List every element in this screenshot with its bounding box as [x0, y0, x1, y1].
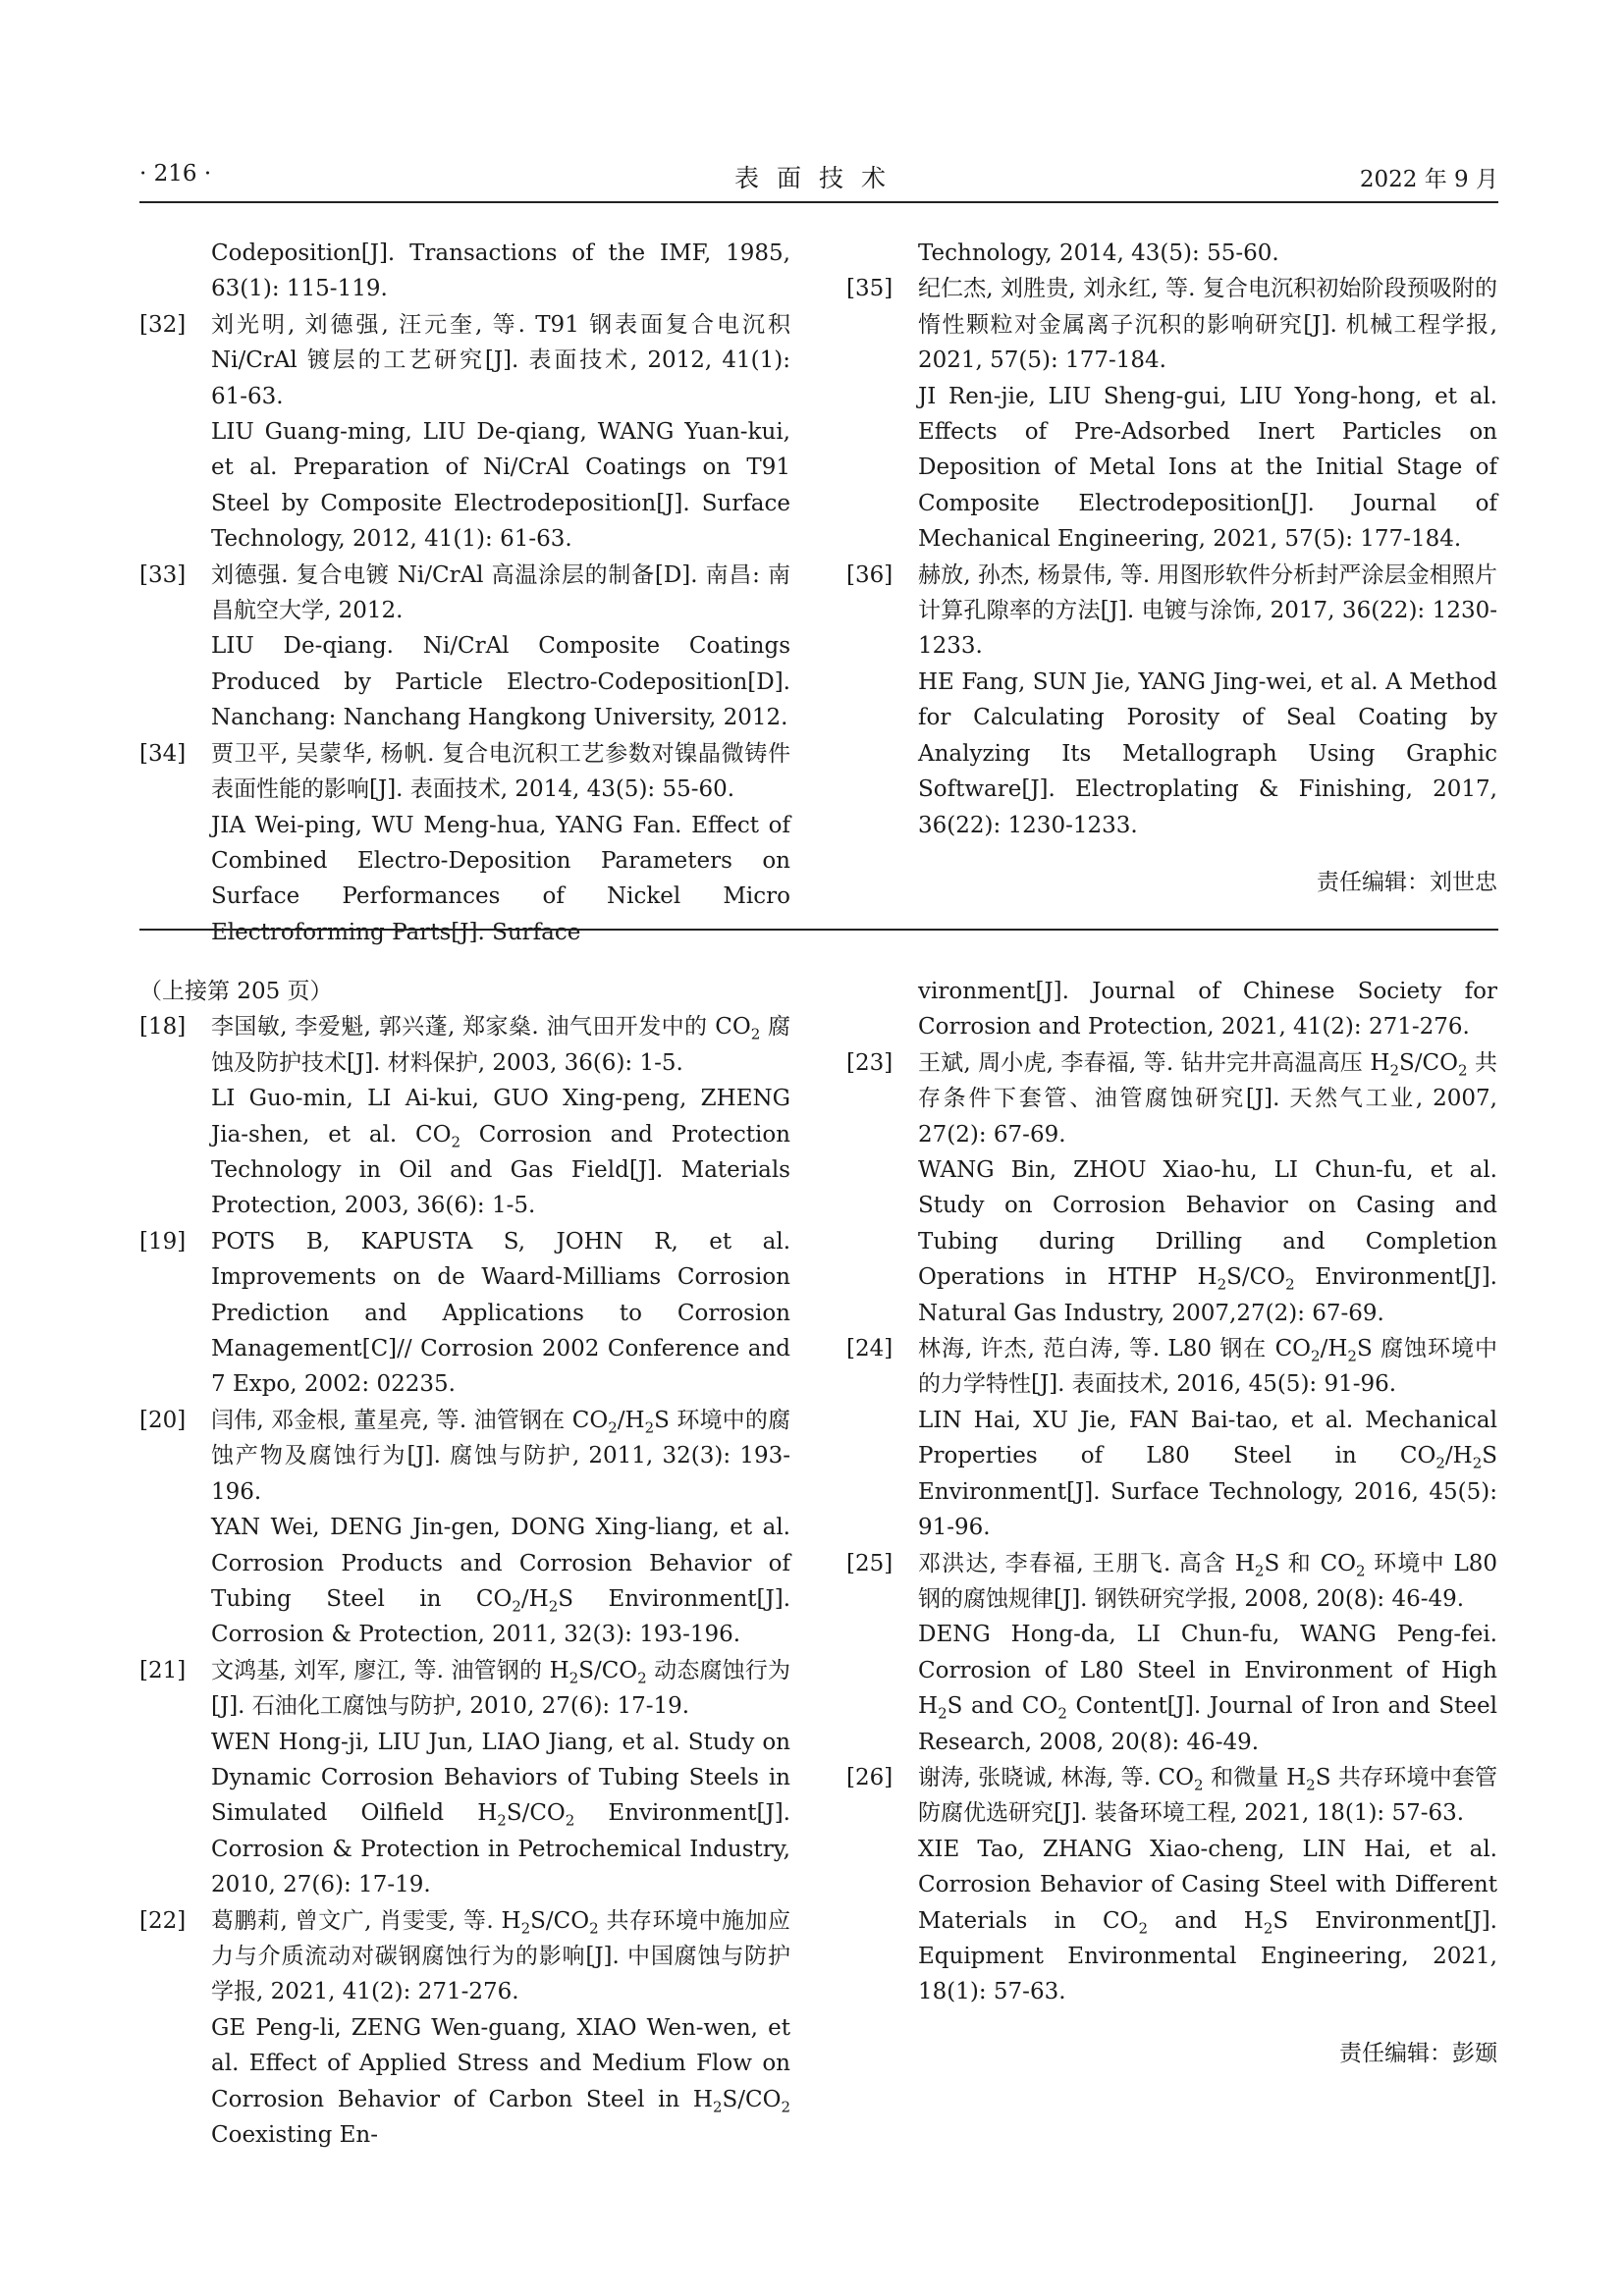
reference-24 — [846, 1331, 1497, 1545]
reference-number: [32] — [139, 311, 187, 338]
reference-22 — [139, 1903, 790, 2154]
reference-english: WEN Hong-ji, LIU Jun, LIAO Jiang, et al. Study on Dynamic Corrosion Behaviors of Tubing Steels in Simulated Oilfield $H_2S/CO_2$ Environment[J]. Corrosion & Protection in Petrochemical Industry, 2010, 27(6): 17-19. — [211, 1729, 790, 1898]
reference-number: [21] — [139, 1657, 187, 1683]
reference-34 — [139, 736, 790, 950]
reference-35 — [846, 271, 1497, 557]
continued-reference-text: Codeposition[J]. Transactions of the IMF, 1985, 63(1): 115-119. — [211, 240, 790, 302]
references-top-left — [139, 236, 790, 950]
continued-from-note: （上接第 205 页） — [139, 979, 333, 1004]
continued-reference-text: vironment[J]. Journal of Chinese Society for Corrosion and Protection, 2021, 41(2): 271-276. — [918, 979, 1497, 1041]
reference-chinese: 林海, 许杰, 范白涛, 等. L80 钢在 $CO_2/H_2S$ 腐蚀环境中的力学特性[J]. 表面技术, 2016, 45(5): 91-96. — [918, 1336, 1497, 1398]
section-divider-rule — [139, 929, 1498, 931]
reference-19 — [139, 1224, 790, 1403]
reference-number: [25] — [846, 1550, 893, 1576]
reference-english: LI Guo-min, LI Ai-kui, GUO Xing-peng, ZHENG Jia-shen, et al. $CO_2$ Corrosion and Protection Technology in Oil and Gas Field[J]. Materials Protection, 2003, 36(6): 1-5. — [211, 1086, 790, 1219]
journal-title: 表面技术 — [733, 164, 903, 192]
reference-number: [20] — [139, 1407, 187, 1433]
reference-21 — [139, 1653, 790, 1903]
continued-reference-text: Technology, 2014, 43(5): 55-60. — [918, 240, 1279, 266]
reference-number: [23] — [846, 1049, 893, 1076]
reference-25 — [846, 1546, 1497, 1760]
reference-english: LIU De-qiang. Ni/CrAl Composite Coatings Produced by Particle Electro-Codeposition[D]. Nanchang: Nanchang Hangkong University, 2012. — [211, 633, 790, 731]
responsible-editor: 责任编辑：刘世忠 — [1317, 869, 1497, 895]
reference-chinese: 闫伟, 邓金根, 董星亮, 等. 油管钢在 $CO_2/H_2S$ 环境中的腐蚀产物及腐蚀行为[J]. 腐蚀与防护, 2011, 32(3): 193-196. — [211, 1407, 790, 1505]
reference-number: [33] — [139, 561, 187, 588]
reference-english: XIE Tao, ZHANG Xiao-cheng, LIN Hai, et al. Corrosion Behavior of Casing Steel with Different Materials in $CO_2$ and $H_2S$ Environment[J]. Equipment Environmental Engineering, 2021, 18(1): 57-63. — [918, 1836, 1497, 2005]
running-header — [139, 157, 1498, 196]
reference-chinese: 赫放, 孙杰, 杨景伟, 等. 用图形软件分析封严涂层金相照片计算孔隙率的方法[J]. 电镀与涂饰, 2017, 36(22): 1230-1233. — [918, 561, 1497, 660]
reference-english: WANG Bin, ZHOU Xiao-hu, LI Chun-fu, et al. Study on Corrosion Behavior on Casing and Tubing during Drilling and Completion Operations in HTHP $H_2S/CO_2$ Environment[J]. Natural Gas Industry, 2007,27(2): 67-69. — [918, 1157, 1497, 1326]
reference-english: HE Fang, SUN Jie, YANG Jing-wei, et al. A Method for Calculating Porosity of Seal Coating by Analyzing Its Metallograph Using Graphic Software[J]. Electroplating & Finishing, 2017, 36(22): 1230-1233. — [918, 668, 1497, 838]
reference-chinese: 李国敏, 李爱魁, 郭兴蓬, 郑家燊. 油气田开发中的 $CO_2$ 腐蚀及防护技术[J]. 材料保护, 2003, 36(6): 1-5. — [211, 1014, 790, 1076]
reference-number: [36] — [846, 561, 893, 588]
reference-number: [24] — [846, 1336, 893, 1362]
reference-chinese: 葛鹏莉, 曾文广, 肖雯雯, 等. $H_2S/CO_2$ 共存环境中施加应力与介质流动对碳钢腐蚀行为的影响[J]. 中国腐蚀与防护学报, 2021, 41(2): 271-276. — [211, 1907, 791, 2005]
reference-english: DENG Hong-da, LI Chun-fu, WANG Peng-fei. Corrosion of L80 Steel in Environment of High $H_2S$ and $CO_2$ Content[J]. Journal of Iron and Steel Research, 2008, 20(8): 46-49. — [918, 1622, 1497, 1755]
reference-chinese: 文鸿基, 刘军, 廖江, 等. 油管钢的 $H_2S/CO_2$ 动态腐蚀行为[J]. 石油化工腐蚀与防护, 2010, 27(6): 17-19. — [211, 1657, 790, 1720]
references-top-right — [846, 236, 1497, 900]
reference-20 — [139, 1403, 790, 1653]
reference-18 — [139, 1009, 790, 1223]
reference-chinese: 王斌, 周小虎, 李春福, 等. 钻井完井高温高压 $H_2S/CO_2$ 共存条件下套管、油管腐蚀研究[J]. 天然气工业, 2007, 27(2): 67-69. — [918, 1049, 1498, 1148]
reference-english: GE Peng-li, ZENG Wen-guang, XIAO Wen-wen, et al. Effect of Applied Stress and Medium Flow on Corrosion Behavior of Carbon Steel in $H_2S/CO_2$ Coexisting En- — [211, 2014, 790, 2148]
responsible-editor: 责任编辑：彭颋 — [1339, 2040, 1497, 2066]
reference-english: JI Ren-jie, LIU Sheng-gui, LIU Yong-hong, et al. Effects of Pre-Adsorbed Inert Particles on Deposition of Metal Ions at the Initial Stage of Composite Electrodeposition[J]. Journal of Mechanical Engineering, 2021, 57(5): 177-184. — [918, 383, 1497, 553]
issue-date: 2022 年 9 月 — [1359, 167, 1498, 192]
header-rule — [139, 201, 1498, 203]
references-bottom-left — [139, 974, 790, 2153]
page-number: · 216 · — [139, 161, 212, 187]
reference-number: [18] — [139, 1014, 187, 1041]
reference-number: [19] — [139, 1228, 187, 1255]
reference-english: LIN Hai, XU Jie, FAN Bai-tao, et al. Mechanical Properties of L80 Steel in $CO_2/H_2S$ Environment[J]. Surface Technology, 2016, 45(5): 91-96. — [918, 1407, 1497, 1541]
reference-chinese: 邓洪达, 李春福, 王朋飞. 高含 $H_2S$ 和 $CO_2$ 环境中 L80 钢的腐蚀规律[J]. 钢铁研究学报, 2008, 20(8): 46-49. — [918, 1550, 1497, 1612]
reference-chinese: 纪仁杰, 刘胜贵, 刘永红, 等. 复合电沉积初始阶段预吸附的惰性颗粒对金属离子沉积的影响研究[J]. 机械工程学报, 2021, 57(5): 177-184. — [918, 276, 1497, 374]
reference-chinese: 刘德强. 复合电镀 Ni/CrAl 高温涂层的制备[D]. 南昌: 南昌航空大学, 2012. — [211, 561, 790, 624]
references-bottom-right — [846, 974, 1497, 2071]
reference-english: POTS B, KAPUSTA S, JOHN R, et al. Improvements on de Waard-Milliams Corrosion Prediction and Applications to Corrosion Management[C]// Corrosion 2002 Conference and 7 Expo, 2002: 02235. — [211, 1228, 790, 1398]
reference-english: JIA Wei-ping, WU Meng-hua, YANG Fan. Effect of Combined Electro-Deposition Parameters on Surface Performances of Nickel Micro Electroforming Parts[J]. Surface — [211, 812, 790, 945]
reference-33 — [139, 558, 790, 736]
reference-36 — [846, 558, 1497, 843]
reference-32 — [139, 307, 790, 558]
reference-chinese: 谢涛, 张晓诚, 林海, 等. $CO_2$ 和微量 $H_2S$ 共存环境中套管防腐优选研究[J]. 装备环境工程, 2021, 18(1): 57-63. — [918, 1764, 1497, 1827]
reference-23 — [846, 1045, 1497, 1331]
reference-number: [34] — [139, 740, 187, 767]
reference-number: [35] — [846, 276, 893, 302]
reference-number: [22] — [139, 1907, 187, 1934]
reference-chinese: 刘光明, 刘德强, 汪元奎, 等. T91 钢表面复合电沉积 Ni/CrAl 镀层的工艺研究[J]. 表面技术, 2012, 41(1): 61-63. — [211, 311, 790, 409]
reference-26 — [846, 1760, 1497, 2010]
reference-number: [26] — [846, 1764, 893, 1790]
reference-chinese: 贾卫平, 吴蒙华, 杨帆. 复合电沉积工艺参数对镍晶微铸件表面性能的影响[J]. 表面技术, 2014, 43(5): 55-60. — [211, 740, 790, 803]
reference-english: LIU Guang-ming, LIU De-qiang, WANG Yuan-kui, et al. Preparation of Ni/CrAl Coatings on T91 Steel by Composite Electrodeposition[J]. Surface Technology, 2012, 41(1): 61-63. — [211, 419, 790, 553]
reference-english: YAN Wei, DENG Jin-gen, DONG Xing-liang, et al. Corrosion Products and Corrosion Behavior of Tubing Steel in $CO_2/H_2S$ Environment[J]. Corrosion & Protection, 2011, 32(3): 193-196. — [211, 1515, 790, 1648]
